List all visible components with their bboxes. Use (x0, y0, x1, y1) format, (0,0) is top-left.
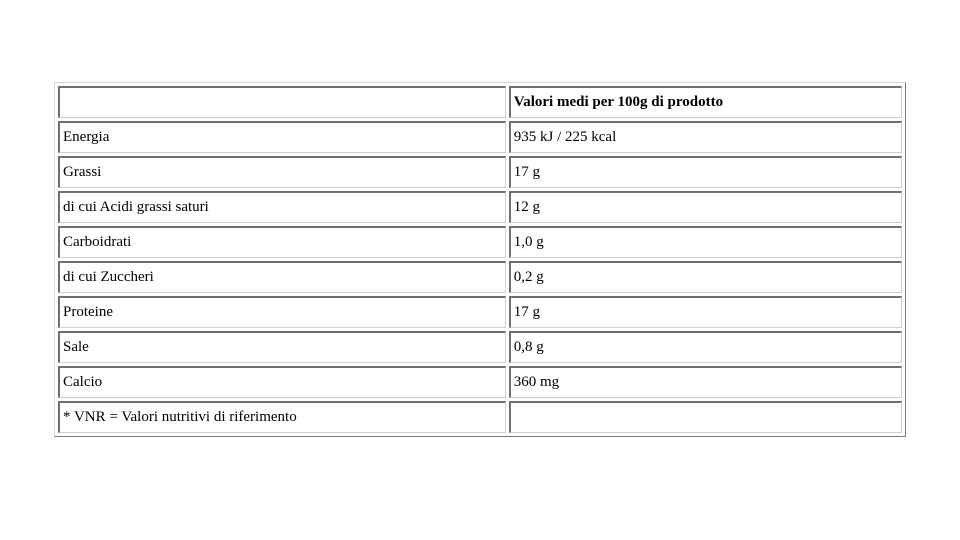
table-row (58, 331, 902, 363)
table-row (58, 366, 902, 398)
table-row (58, 226, 902, 258)
table-row (58, 261, 902, 293)
table-row (58, 296, 902, 328)
table-header-row (58, 86, 902, 118)
nutrient-name-cell: di cui Zuccheri (58, 261, 506, 293)
nutrient-name-cell: Grassi (58, 156, 506, 188)
footnote-value-cell (509, 401, 902, 433)
table-row (58, 191, 902, 223)
table-row (58, 121, 902, 153)
nutrient-name-cell: Proteine (58, 296, 506, 328)
nutrient-name-cell: Sale (58, 331, 506, 363)
nutrition-table-body (58, 86, 902, 433)
nutrient-value-cell: 360 mg (509, 366, 902, 398)
nutrient-value-cell: 0,2 g (509, 261, 902, 293)
table-row (58, 156, 902, 188)
nutrient-name-cell: Carboidrati (58, 226, 506, 258)
nutrient-value-cell: 17 g (509, 156, 902, 188)
nutrient-name-cell: di cui Acidi grassi saturi (58, 191, 506, 223)
nutrient-value-cell: 0,8 g (509, 331, 902, 363)
nutrition-table (54, 82, 906, 437)
nutrient-value-cell: 12 g (509, 191, 902, 223)
header-name-cell (58, 86, 506, 118)
nutrient-name-cell: Energia (58, 121, 506, 153)
nutrient-value-cell: 17 g (509, 296, 902, 328)
nutrient-value-cell: 1,0 g (509, 226, 902, 258)
footnote-cell: * VNR = Valori nutritivi di riferimento (58, 401, 506, 433)
header-value-cell: Valori medi per 100g di prodotto (509, 86, 902, 118)
nutrient-name-cell: Calcio (58, 366, 506, 398)
table-footnote-row (58, 401, 902, 433)
nutrient-value-cell: 935 kJ / 225 kcal (509, 121, 902, 153)
